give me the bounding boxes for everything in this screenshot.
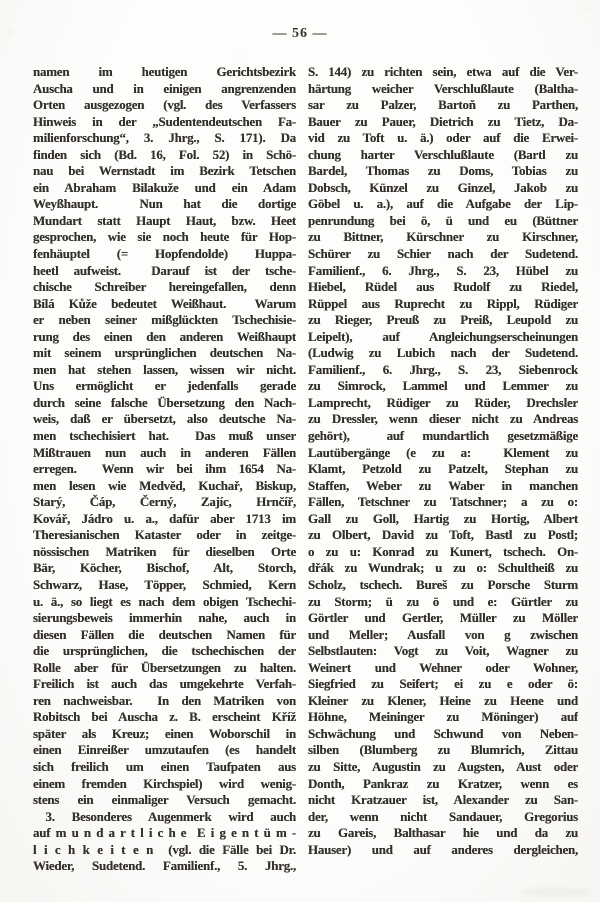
text-line: ein Abraham Bilakuže und ein Adam (33, 179, 296, 195)
text-line: durch seine falsche Übersetzung den Nach- (33, 394, 296, 410)
text-line: zu Rieger, Preuß zu Preiß, Leupold zu (308, 312, 578, 328)
text-line: zu Simrock, Lammel und Lemmer zu (308, 378, 578, 394)
text-line: l i c h k e i t e n (vgl. die Fälle bei Dr. (33, 841, 296, 857)
text-line: Orten ausgezogen (vgl. des Verfassers (33, 97, 296, 113)
text-line: stens ein einmaliger Versuch gemacht. (33, 792, 296, 808)
text-line: zu Olbert, David zu Toft, Bastl zu Postl; (308, 527, 578, 543)
text-line: vid zu Toft u. ä.) oder auf die Erwei- (308, 130, 578, 146)
text-line: Weyßhaupt. Nun hat die dortige (33, 196, 296, 212)
text-line: sar zu Palzer, Bartoň zu Parthen, (308, 97, 578, 113)
text-line: die ursprünglichen, die tschechischen der (33, 643, 296, 659)
text-line: Familienf., 6. Jhrg., S. 23, Hübel zu (308, 262, 578, 278)
text-line: später als Kreuz; einen Woborschil in (33, 725, 296, 741)
text-line: er neben seiner mißglückten Tschechisie- (33, 312, 296, 328)
text-line: sierungsbeweis immerhin nahe, auch in (33, 610, 296, 626)
text-line: heetl aufweist. Darauf ist der tsche- (33, 262, 296, 278)
text-line: Göbel u. a.), auf die Aufgabe der Lip- (308, 196, 578, 212)
text-line: Bardel, Thomas zu Doms, Tobias zu (308, 163, 578, 179)
scan-artifact (585, 6, 590, 10)
text-line: Freilich ist auch das umgekehrte Verfah- (33, 676, 296, 692)
text-line: und Meller; Ausfall von g zwischen (308, 626, 578, 642)
text-line: nau bei Wernstadt im Bezirk Tetschen (33, 163, 296, 179)
text-line: Lautübergänge (e zu a: Klement zu (308, 444, 578, 460)
text-line: Fällen, Tetschner zu Tatschner; a zu o: (308, 494, 578, 510)
text-line: Bär, Köcher, Bischof, Alt, Storch, (33, 560, 296, 576)
text-line: einen Einreißer umzutaufen (es handelt (33, 742, 296, 758)
text-line: Leipelt), auf Angleichungserscheinungen (308, 328, 578, 344)
text-line: Weinert und Wehner oder Wohner, (308, 659, 578, 675)
text-line: zu Bittner, Kürschner zu Kirschner, (308, 229, 578, 245)
text-line: Starý, Čáp, Černý, Zajíc, Hrnčíř, (33, 494, 296, 510)
text-line: Kleiner zu Klener, Heine zu Heene und (308, 692, 578, 708)
text-line: zu Gareis, Balthasar hie und da zu (308, 825, 578, 841)
text-line: Schürer zu Schier nach der Sudetend. (308, 246, 578, 262)
text-line: zu Dressler, wenn dieser nicht zu Andreas (308, 411, 578, 427)
text-line: Uns ermöglicht er jedenfalls gerade (33, 378, 296, 394)
text-line: Theresianischen Kataster oder in zeitge- (33, 527, 296, 543)
text-line: S. 144) zu richten sein, etwa auf die Ver- (308, 64, 578, 79)
scan-artifact (520, 888, 590, 897)
text-line: Mundart statt Haupt Haut, bzw. Heet (33, 212, 296, 228)
text-line: (Ludwig zu Lubich nach der Sudetend. (308, 345, 578, 361)
text-line: namen im heutigen Gerichtsbezirk (33, 64, 296, 79)
text-line: Robitsch bei Auscha z. B. erscheint Kříž (33, 709, 296, 725)
text-line: Höhne, Meininger zu Möninger) auf (308, 709, 578, 725)
right-column (308, 64, 578, 875)
text-line: Donth, Pankraz zu Kratzer, wenn es (308, 775, 578, 791)
text-line: Bílá Kůže bedeutet Weißhaut. Warum (33, 295, 296, 311)
scan-artifact (238, 52, 242, 55)
text-line: Kovář, Jádro u. a., dafür aber 1713 im (33, 510, 296, 526)
text-columns (33, 64, 578, 875)
text-line: härtung weicher Verschlußlaute (Baltha- (308, 80, 578, 96)
text-line: Schwarz, Hase, Töpper, Schmied, Kern (33, 576, 296, 592)
text-line: gesprochen, wie sie noch heute für Hop- (33, 229, 296, 245)
text-line: auf m u n d a r t l i c h e E i g e n t ü m - (33, 825, 296, 841)
text-line: fenhäuptel (= Hopfendolde) Huppa- (33, 246, 296, 262)
text-line: Gall zu Goll, Hartig zu Hortig, Albert (308, 510, 578, 526)
left-column (33, 64, 296, 875)
text-line: erregen. Wenn wir bei ihm 1654 Na- (33, 461, 296, 477)
text-line: Hinweis in der „Sudentendeutschen Fa- (33, 113, 296, 129)
text-line: sich freilich um einen Taufpaten aus (33, 758, 296, 774)
text-line: dřák zu Wundrak; u zu o: Schultheiß zu (308, 560, 578, 576)
text-line: men tschechisiert hat. Das muß unser (33, 428, 296, 444)
text-line: zu Sitte, Augustin zu Augsten, Aust oder (308, 758, 578, 774)
text-line: milienforschung“, 3. Jhrg., S. 171). Da (33, 130, 296, 146)
text-line: gehört), auf mundartlich gesetzmäßige (308, 428, 578, 444)
text-line: Familienf., 6. Jhrg., S. 23, Siebenrock (308, 361, 578, 377)
text-line: o zu u: Konrad zu Kunert, tschech. On- (308, 543, 578, 559)
text-line: Scholz, tschech. Bureš zu Porsche Sturm (308, 576, 578, 592)
text-line: 3. Besonderes Augenmerk wird auch (33, 808, 296, 824)
text-line: zu Storm; ü zu ö und e: Gürtler zu (308, 593, 578, 609)
text-line: Bauer zu Pauer, Dietrich zu Tietz, Da- (308, 113, 578, 129)
text-line: Hauser) und auf anderes dergleichen, (308, 841, 578, 857)
text-line: men lesen wie Medvěd, Kuchař, Biskup, (33, 477, 296, 493)
text-line: Dobsch, Künzel zu Ginzel, Jakob zu (308, 179, 578, 195)
text-line: chung harter Verschlußlaute (Bartl zu (308, 146, 578, 162)
text-line: Selbstlauten: Vogt zu Voit, Wagner zu (308, 643, 578, 659)
text-line: u. ä., so liegt es nach dem obigen Tschechi- (33, 593, 296, 609)
text-line: nicht Kratzauer ist, Alexander zu San- (308, 792, 578, 808)
text-line: Staffen, Weber zu Waber in manchen (308, 477, 578, 493)
text-line: Schwächung und Schwund von Neben- (308, 725, 578, 741)
text-line: diesen Fällen die deutschen Namen für (33, 626, 296, 642)
text-line: penrundung bei ö, ü und eu (Büttner (308, 212, 578, 228)
text-line: men hat stehen lassen, wissen wir nicht. (33, 361, 296, 377)
text-line: Görtler und Gertler, Müller zu Möller (308, 610, 578, 626)
text-line: mit seinem ursprünglichen deutschen Na- (33, 345, 296, 361)
page-number: — 56 — (272, 26, 328, 41)
text-line: weis, daß er übersetzt, also deutsche Na- (33, 411, 296, 427)
text-line: rung des einen den anderen Weißhaupt (33, 328, 296, 344)
text-line: Siegfried zu Seifert; ei zu e oder ö: (308, 676, 578, 692)
scan-artifact (6, 30, 12, 35)
text-line: Wieder, Sudetend. Familienf., 5. Jhrg., (33, 858, 296, 874)
text-line: der, wenn nicht Sandauer, Gregorius (308, 808, 578, 824)
text-line: Mißtrauen nun auch in anderen Fällen (33, 444, 296, 460)
text-line: chische Schreiber hereingefallen, denn (33, 279, 296, 295)
text-line: finden sich (Bd. 16, Fol. 52) in Schö- (33, 146, 296, 162)
text-line: Auscha und in einigen angrenzenden (33, 80, 296, 96)
text-line: Klamt, Petzold zu Patzelt, Stephan zu (308, 461, 578, 477)
text-line: Hiebel, Rüdel aus Rudolf zu Riedel, (308, 279, 578, 295)
text-line: ren nachweisbar. In den Matriken von (33, 692, 296, 708)
text-line: nössischen Matriken für dieselben Orte (33, 543, 296, 559)
text-line: silben (Blumberg zu Blumrich, Zittau (308, 742, 578, 758)
text-line: einem fremden Kirchspiel) wird wenig- (33, 775, 296, 791)
text-line: Rolle aber für Übersetzungen zu halten. (33, 659, 296, 675)
text-line: Lamprecht, Rüdiger zu Rüder, Drechsler (308, 394, 578, 410)
text-line: Rüppel aus Ruprecht zu Rippl, Rüdiger (308, 295, 578, 311)
